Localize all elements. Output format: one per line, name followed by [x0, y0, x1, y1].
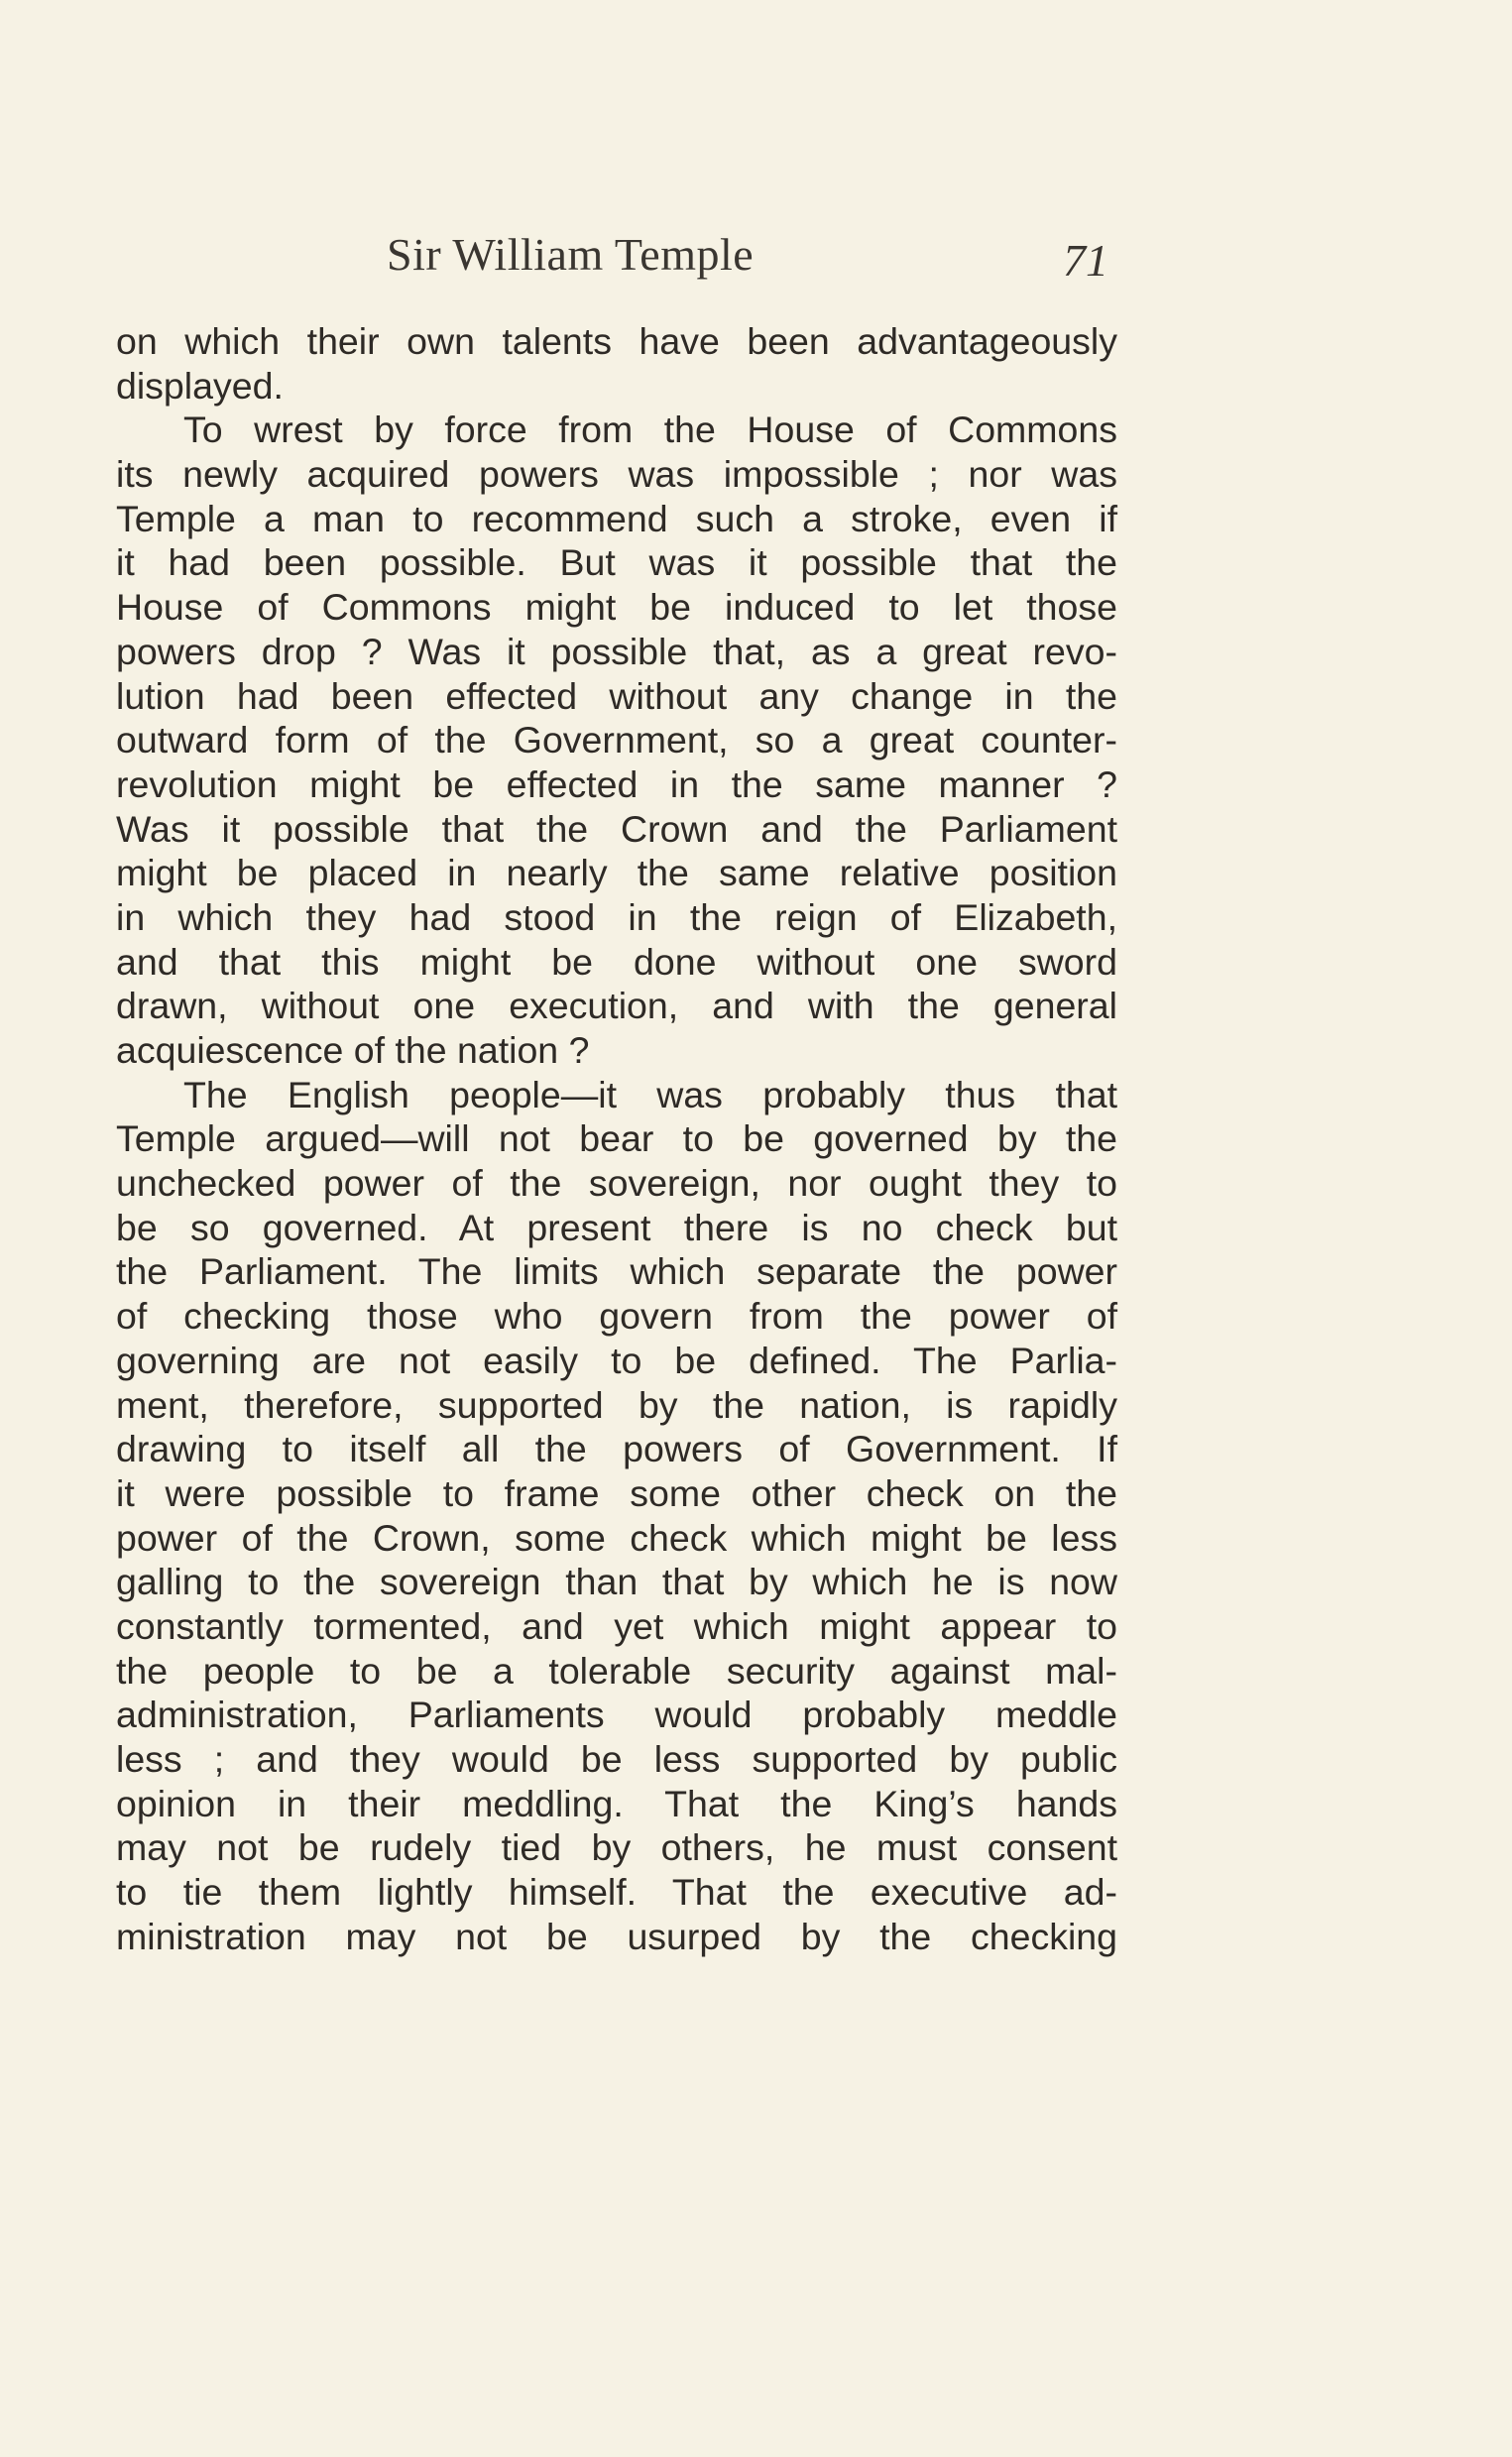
- text-line: Temple a man to recommend such a stroke, even if: [116, 497, 1117, 539]
- text-line: the Parliament. The limits which separate the power: [116, 1250, 1117, 1293]
- text-line: lution had been effected without any change in the: [116, 674, 1117, 717]
- text-line: power of the Crown, some check which might be less: [116, 1516, 1117, 1559]
- text-line: powers drop ? Was it possible that, as a great revo-: [116, 630, 1117, 672]
- text-line: opinion in their meddling. That the King’s hands: [116, 1782, 1117, 1824]
- text-line: revolution might be effected in the same manner ?: [116, 762, 1117, 805]
- text-line: drawn, without one execution, and with the general: [116, 985, 1117, 1027]
- text-line: ministration may not be usurped by the checking: [116, 1915, 1117, 1957]
- paragraph-first-line: To wrest by force from the House of Commons: [183, 409, 1117, 451]
- text-line: on which their own talents have been advantageously: [116, 320, 1117, 362]
- text-line: ment, therefore, supported by the nation, is rapidly: [116, 1383, 1117, 1426]
- text-line: galling to the sovereign than that by which he is now: [116, 1561, 1117, 1603]
- text-line: displayed.: [116, 364, 284, 407]
- running-title: Sir William Temple: [387, 229, 755, 280]
- body-text: [116, 319, 1117, 1958]
- text-line: drawing to itself all the powers of Government. If: [116, 1428, 1117, 1470]
- text-line: constantly tormented, and yet which might appear to: [116, 1604, 1117, 1647]
- text-line: of checking those who govern from the power of: [116, 1295, 1117, 1338]
- text-line: may not be rudely tied by others, he must consent: [116, 1826, 1117, 1869]
- text-line: it were possible to frame some other check on the: [116, 1471, 1117, 1514]
- text-line: the people to be a tolerable security against mal-: [116, 1649, 1117, 1692]
- text-line: acquiescence of the nation ?: [116, 1029, 590, 1071]
- page-number: 71: [1063, 235, 1108, 286]
- text-line: to tie them lightly himself. That the executive ad-: [116, 1871, 1117, 1914]
- text-line: its newly acquired powers was impossible ; nor was: [116, 453, 1117, 496]
- text-line: administration, Parliaments would probably meddle: [116, 1694, 1117, 1736]
- text-line: unchecked power of the sovereign, nor ought they to: [116, 1162, 1117, 1205]
- text-line: less ; and they would be less supported by public: [116, 1738, 1117, 1780]
- running-head: [0, 220, 1512, 290]
- text-line: Was it possible that the Crown and the Parliament: [116, 807, 1117, 850]
- paragraph-first-line: The English people—it was probably thus that: [183, 1073, 1117, 1115]
- text-line: House of Commons might be induced to let those: [116, 586, 1117, 629]
- text-line: and that this might be done without one sword: [116, 940, 1117, 983]
- text-line: governing are not easily to be defined. The Parlia-: [116, 1339, 1117, 1381]
- text-line: might be placed in nearly the same relative position: [116, 852, 1117, 894]
- text-line: outward form of the Government, so a great counter-: [116, 719, 1117, 761]
- text-line: Temple argued—will not bear to be governed by the: [116, 1117, 1117, 1160]
- text-line: it had been possible. But was it possible that the: [116, 541, 1117, 584]
- text-line: be so governed. At present there is no check but: [116, 1206, 1117, 1248]
- text-line: in which they had stood in the reign of Elizabeth,: [116, 895, 1117, 938]
